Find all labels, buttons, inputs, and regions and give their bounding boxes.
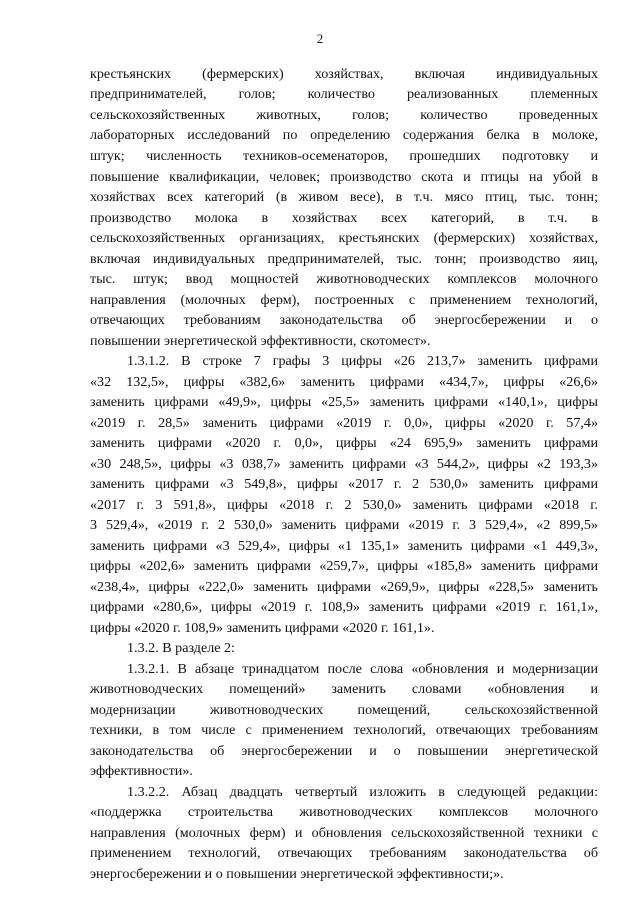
text-line: 1.3.1.2. В строке 7 графы 3 цифры «26 213,7» заменить цифрами [127,353,598,369]
text-line: предпринимателей, голов; количество реализованных племенных [90,86,598,102]
text-line: 1.3.2.2. Абзац двадцать четвертый изложить в следующей редакции: [127,784,598,800]
text-line: направления (молочных ферм), построенных с применением технологий, [90,292,598,308]
text-line: хозяйствах всех категорий (в живом весе), в т.ч. мясо птиц, тыс. тонн; [90,189,598,205]
text-line: сельскохозяйственных организациях, крестьянских (фермерских) хозяйствах, [90,230,598,246]
text-line: 1.3.2. В разделе 2: [127,640,235,656]
text-line: животноводческих помещений» заменить словами «обновления и [90,681,598,697]
text-line: направления (молочных ферм) и обновления сельскохозяйственной техники с [90,825,598,841]
text-line: «2019 г. 28,5» заменить цифрами «2019 г. 0,0», цифры «2020 г. 57,4» [90,415,598,431]
text-line: заменить цифрами «3 549,8», цифры «2017 г. 2 530,0» заменить цифрами [90,476,598,492]
text-line: «поддержка строительства животноводческих комплексов молочного [90,804,598,820]
text-line: тыс. штук; ввод мощностей животноводческих комплексов молочного [90,271,598,287]
text-line: заменить цифрами «2020 г. 0,0», цифры «24 695,9» заменить цифрами [90,435,598,451]
text-line: повышении энергетической эффективности, скотомест». [90,333,431,349]
text-line: производство молока в хозяйствах всех категорий, в т.ч. в [90,210,598,226]
page-number: 2 [316,31,324,46]
text-line: цифрами «280,6», цифры «2019 г. 108,9» заменить цифрами «2019 г. 161,1», [90,599,598,615]
text-line: «30 248,5», цифры «3 038,7» заменить цифрами «3 544,2», цифры «2 193,3» [90,456,598,472]
text-line: «2017 г. 3 591,8», цифры «2018 г. 2 530,0» заменить цифрами «2018 г. [90,497,598,513]
text-line: «238,4», цифры «222,0» заменить цифрами «269,9», цифры «228,5» заменить [90,579,598,595]
text-line: законодательства об энергосбережении и о повышении энергетической [90,743,598,759]
text-line: включая индивидуальных предпринимателей, тыс. тонн; производство яиц, [90,251,598,267]
text-line: отвечающих требованиям законодательства об энергосбережении и о [90,312,598,328]
text-line: 1.3.2.1. В абзаце тринадцатом после слова «обновления и модернизации [127,661,598,677]
text-line: лабораторных исследований по определению содержания белка в молоке, [90,127,598,143]
text-line: цифры «2020 г. 108,9» заменить цифрами «2020 г. 161,1». [90,620,435,636]
text-line: энергосбережении и о повышении энергетической эффективности;». [90,866,504,882]
text-line: 3 529,4», «2019 г. 2 530,0» заменить цифрами «2019 г. 3 529,4», «2 899,5» [90,517,598,533]
text-line: цифры «202,6» заменить цифрами «259,7», цифры «185,8» заменить цифрами [90,558,598,574]
text-line: модернизации животноводческих помещений, сельскохозяйственной [90,702,598,718]
text-line: крестьянских (фермерских) хозяйствах, включая индивидуальных [90,66,598,82]
text-line: эффективности». [90,763,193,779]
text-line: техники, в том числе с применением технологий, отвечающих требованиям [90,722,598,738]
text-line: штук; численность техников-осеменаторов, прошедших подготовку и [90,148,598,164]
text-line: применением технологий, отвечающих требованиям законодательства об [90,845,598,861]
text-line: заменить цифрами «3 529,4», цифры «1 135,1» заменить цифрами «1 449,3», [90,538,598,554]
text-line: сельскохозяйственных животных, голов; количество проведенных [90,107,598,123]
text-line: повышение квалификации, человек; производство скота и птицы на убой в [90,169,598,185]
text-line: «32 132,5», цифры «382,6» заменить цифрами «434,7», цифры «26,6» [90,374,598,390]
text-line: заменить цифрами «49,9», цифры «25,5» заменить цифрами «140,1», цифры [90,394,598,410]
